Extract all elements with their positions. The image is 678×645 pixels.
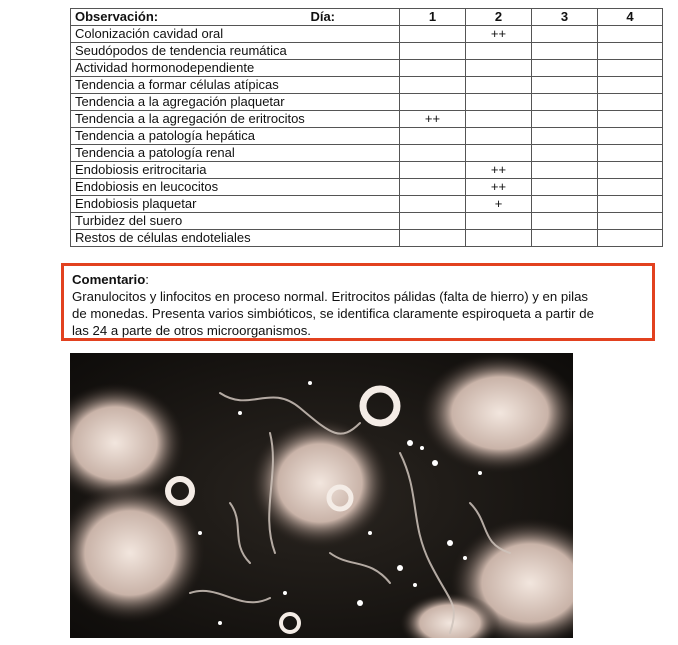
day-label: Día:: [310, 9, 335, 24]
comment-line: de monedas. Presenta varios simbióticos, se identifica claramente espiroqueta a partir de: [72, 306, 594, 321]
day-mark-cell: [400, 77, 466, 94]
day-mark-cell: [598, 26, 663, 43]
observation-label-cell: Endobiosis en leucocitos: [71, 179, 400, 196]
table-row: [71, 230, 663, 247]
day-mark-cell: ++: [400, 111, 466, 128]
day-mark-cell: [598, 94, 663, 111]
table-row: [71, 128, 663, 145]
day-mark-cell: [532, 77, 598, 94]
day-mark-cell: [532, 162, 598, 179]
comment-colon: :: [145, 272, 149, 287]
table-header-row: [71, 9, 663, 26]
day-mark-cell: [598, 60, 663, 77]
comment-line: las 24 a parte de otros microorganismos.: [72, 323, 311, 338]
observation-label-cell: Colonización cavidad oral: [71, 26, 400, 43]
microscopy-image: [70, 353, 573, 638]
table-row: [71, 111, 663, 128]
day-mark-cell: [532, 26, 598, 43]
table-row: [71, 162, 663, 179]
day-mark-cell: [532, 196, 598, 213]
day-mark-cell: [400, 162, 466, 179]
day-mark-cell: ++: [466, 26, 532, 43]
day-mark-cell: [400, 145, 466, 162]
day-mark-cell: [532, 43, 598, 60]
day-mark-cell: [598, 128, 663, 145]
microscopy-illustration: [70, 353, 573, 638]
comment-title: Comentario: [72, 272, 146, 287]
table-row: [71, 179, 663, 196]
day-mark-cell: [466, 111, 532, 128]
day-mark-cell: [400, 179, 466, 196]
day-mark-cell: [532, 128, 598, 145]
day-mark-cell: [466, 94, 532, 111]
day-mark-cell: [466, 145, 532, 162]
table-row: [71, 196, 663, 213]
observation-label-cell: Turbidez del suero: [71, 213, 400, 230]
day-mark-cell: [532, 60, 598, 77]
day-mark-cell: [532, 230, 598, 247]
day-mark-cell: [400, 196, 466, 213]
observation-label-cell: Tendencia a patología renal: [71, 145, 400, 162]
day-mark-cell: [466, 77, 532, 94]
comment-heading: [72, 271, 644, 288]
table-row: [71, 145, 663, 162]
observation-rows: [71, 26, 663, 247]
day-column-header: 1: [400, 9, 466, 26]
day-mark-cell: [466, 213, 532, 230]
day-mark-cell: [598, 179, 663, 196]
day-mark-cell: [400, 230, 466, 247]
day-mark-cell: [598, 77, 663, 94]
table-row: [71, 213, 663, 230]
day-mark-cell: [532, 94, 598, 111]
day-mark-cell: [400, 26, 466, 43]
day-mark-cell: [598, 196, 663, 213]
table-row: [71, 94, 663, 111]
day-mark-cell: [532, 111, 598, 128]
day-mark-cell: [466, 128, 532, 145]
table-row: [71, 60, 663, 77]
table-row: [71, 77, 663, 94]
table-row: [71, 26, 663, 43]
observation-label-cell: Tendencia a patología hepática: [71, 128, 400, 145]
day-mark-cell: [466, 60, 532, 77]
observation-label-cell: Tendencia a formar células atípicas: [71, 77, 400, 94]
day-mark-cell: [400, 43, 466, 60]
day-mark-cell: [532, 213, 598, 230]
observation-label-cell: Restos de células endoteliales: [71, 230, 400, 247]
table-row: [71, 43, 663, 60]
day-mark-cell: [466, 230, 532, 247]
day-mark-cell: [598, 162, 663, 179]
observation-table: [70, 8, 663, 247]
day-column-header: 4: [598, 9, 663, 26]
day-column-header: 3: [532, 9, 598, 26]
day-mark-cell: [598, 43, 663, 60]
day-mark-cell: [598, 145, 663, 162]
day-mark-cell: [598, 111, 663, 128]
day-mark-cell: [400, 213, 466, 230]
day-mark-cell: [466, 43, 532, 60]
observation-label-cell: Endobiosis plaquetar: [71, 196, 400, 213]
day-mark-cell: +: [466, 196, 532, 213]
day-mark-cell: [532, 145, 598, 162]
day-column-header: 2: [466, 9, 532, 26]
observation-label-cell: Tendencia a la agregación de eritrocitos: [71, 111, 400, 128]
day-mark-cell: ++: [466, 162, 532, 179]
observation-label: Observación:: [75, 9, 159, 24]
day-mark-cell: [532, 179, 598, 196]
comment-line: Granulocitos y linfocitos en proceso normal. Eritrocitos pálidas (falta de hierro) y en pilas: [72, 289, 589, 304]
observation-header: [71, 9, 400, 26]
day-mark-cell: ++: [466, 179, 532, 196]
day-mark-cell: [400, 60, 466, 77]
observation-label-cell: Endobiosis eritrocitaria: [71, 162, 400, 179]
day-mark-cell: [400, 128, 466, 145]
comment-box: [61, 263, 655, 341]
day-mark-cell: [598, 230, 663, 247]
observation-label-cell: Tendencia a la agregación plaquetar: [71, 94, 400, 111]
observation-label-cell: Actividad hormonodependiente: [71, 60, 400, 77]
day-mark-cell: [400, 94, 466, 111]
day-mark-cell: [598, 213, 663, 230]
observation-label-cell: Seudópodos de tendencia reumática: [71, 43, 400, 60]
